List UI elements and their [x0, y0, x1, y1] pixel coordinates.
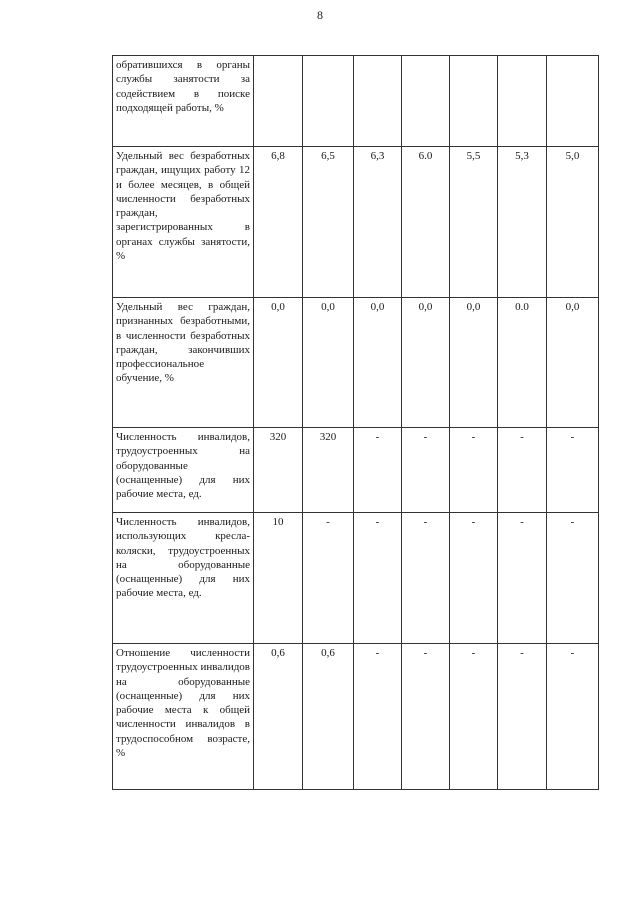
- value-cell: [354, 56, 402, 147]
- value-cell: [450, 56, 498, 147]
- value-cell: 0,0: [402, 298, 450, 428]
- value-cell: 5,0: [547, 147, 599, 298]
- value-cell: 6,5: [303, 147, 354, 298]
- value-cell: [254, 56, 303, 147]
- value-cell: 10: [254, 513, 303, 644]
- table-row: [113, 428, 599, 513]
- value-cell: -: [450, 428, 498, 513]
- value-cell: 6,8: [254, 147, 303, 298]
- value-cell: -: [402, 644, 450, 790]
- table-row: [113, 56, 599, 147]
- value-cell: 5,3: [498, 147, 547, 298]
- indicator-table: [112, 55, 599, 790]
- value-cell: 0,0: [254, 298, 303, 428]
- value-cell: -: [547, 513, 599, 644]
- value-cell: -: [547, 428, 599, 513]
- indicator-label: Удельный вес граждан, признанных безработными, в численности безработных граждан, закончивших профессиональное обучение, %: [113, 298, 254, 428]
- table-row: [113, 513, 599, 644]
- value-cell: 320: [303, 428, 354, 513]
- value-cell: -: [498, 428, 547, 513]
- value-cell: [547, 56, 599, 147]
- indicator-label: обратившихся в органы службы занятости за содействием в поиске подходящей работы, %: [113, 56, 254, 147]
- indicator-label: Отношение численности трудоустроенных инвалидов на оборудованные (оснащенные) для них рабочие места к общей численности инвалидов в трудоспособном возрасте, %: [113, 644, 254, 790]
- value-cell: -: [547, 644, 599, 790]
- value-cell: 0,0: [547, 298, 599, 428]
- value-cell: 0,6: [303, 644, 354, 790]
- value-cell: 6,3: [354, 147, 402, 298]
- value-cell: 0,0: [450, 298, 498, 428]
- value-cell: [402, 56, 450, 147]
- value-cell: -: [498, 513, 547, 644]
- indicator-label: Численность инвалидов, трудоустроенных на оборудованные (оснащенные) для них рабочие места, ед.: [113, 428, 254, 513]
- table-row: [113, 644, 599, 790]
- value-cell: 0,6: [254, 644, 303, 790]
- indicator-label: Удельный вес безработных граждан, ищущих работу 12 и более месяцев, в общей численности безработных граждан, зарегистрированных в органах службы занятости, %: [113, 147, 254, 298]
- value-cell: -: [498, 644, 547, 790]
- value-cell: -: [450, 644, 498, 790]
- value-cell: 0,0: [354, 298, 402, 428]
- value-cell: 5,5: [450, 147, 498, 298]
- value-cell: 0,0: [303, 298, 354, 428]
- value-cell: -: [402, 513, 450, 644]
- value-cell: -: [354, 513, 402, 644]
- value-cell: -: [354, 428, 402, 513]
- value-cell: -: [354, 644, 402, 790]
- value-cell: -: [450, 513, 498, 644]
- value-cell: [498, 56, 547, 147]
- indicator-label: Численность инвалидов, использующих кресла-коляски, трудоустроенных на оборудованные (оснащенные) для них рабочие места, ед.: [113, 513, 254, 644]
- value-cell: 0.0: [498, 298, 547, 428]
- value-cell: -: [402, 428, 450, 513]
- value-cell: 6.0: [402, 147, 450, 298]
- table-row: [113, 298, 599, 428]
- page-number: 8: [317, 8, 323, 22]
- value-cell: [303, 56, 354, 147]
- value-cell: -: [303, 513, 354, 644]
- table-row: [113, 147, 599, 298]
- value-cell: 320: [254, 428, 303, 513]
